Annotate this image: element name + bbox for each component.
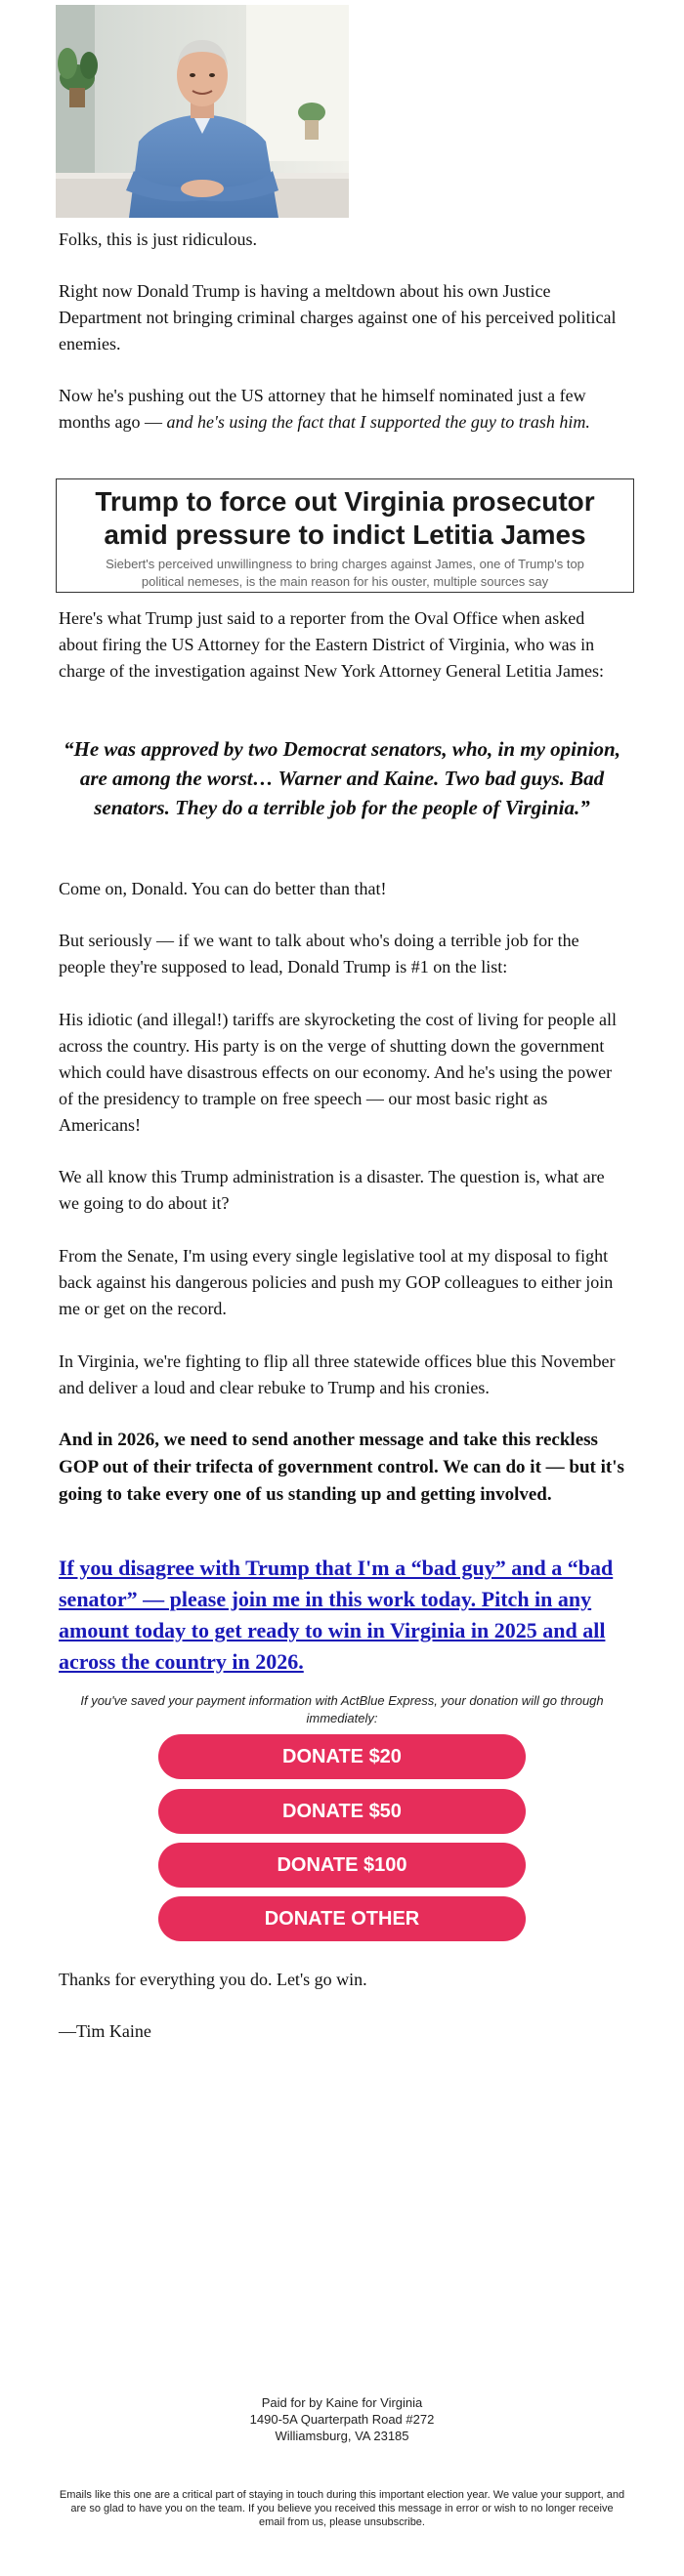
paragraph-terrible-job: But seriously — if we want to talk about who's doing a terrible job for the people they're supposed to lead, Donald Trump is #1 on the list: [59,931,579,976]
paragraph-pushing-out-italic: and he's using the fact that I supported the guy to trash him. [166,412,590,432]
paragraph-come-on: Come on, Donald. You can do better than that! [59,879,387,898]
paragraph-disaster: We all know this Trump administration is a disaster. The question is, what are we going to do about it? [59,1167,605,1213]
footer-disclaimer: Emails like this one are a critical part of staying in touch during this important election year. We value your support, and are so glad to have you on the team. If you believe you received this message in error or wish to no longer receive email from us, please unsubscribe. [59,2489,625,2528]
header-photo [56,5,349,218]
paragraph-2026: And in 2026, we need to send another message and take this reckless GOP out of their trifecta of government control. We can do it — but it's going to take every one of us standing up and getting involved. [59,1430,624,1505]
donate-50-button[interactable]: DONATE $50 [158,1789,526,1834]
news-headline-image [56,478,634,593]
paragraph-senate: From the Senate, I'm using every single legislative tool at my disposal to fight back against his dangerous policies and push my GOP colleagues to either join me or get on the record. [59,1246,614,1318]
footer-paid-for [59,2394,625,2444]
trump-quote: “He was approved by two Democrat senators, who, in my opinion, are among the worst… Warner and Kaine. Two bad guys. Bad senators. They do a terrible job for the people of Virginia.” [64,737,620,819]
paragraph-virginia: In Virginia, we're fighting to flip all three statewide offices blue this November and deliver a loud and clear rebuke to Trump and his cronies. [59,1351,616,1397]
news-headline-title: Trump to force out Virginia prosecutor amid pressure to indict Letitia James [95,486,595,550]
greeting: Folks, this is just ridiculous. [59,229,258,249]
footer-paid-for-line: Paid for by Kaine for Virginia [261,2395,423,2410]
donate-other-button[interactable]: DONATE OTHER [158,1896,526,1941]
footer-address-line2: Williamsburg, VA 23185 [275,2429,409,2443]
donate-link-text[interactable]: If you disagree with Trump that I'm a “bad guy” and a “bad senator” — please join me in this work today. Pitch in any amount today to get ready to win in Virginia in 2025 and all across the country in 2026. [59,1556,614,1674]
donate-20-button[interactable]: DONATE $20 [158,1734,526,1779]
actblue-express-note: If you've saved your payment information with ActBlue Express, your donation will go through immediately: [80,1693,604,1725]
news-headline-subtitle: Siebert's perceived unwillingness to bring charges against James, one of Trump's top political nemeses, is the main reason for his ouster, multiple sources say [106,557,584,589]
signature: —Tim Kaine [59,2021,151,2041]
paragraph-intro: Right now Donald Trump is having a meltdown about his own Justice Department not bringing criminal charges against one of his perceived political enemies. [59,281,617,353]
paragraph-tariffs: His idiotic (and illegal!) tariffs are skyrocketing the cost of living for people all across the country. His party is on the verge of shutting down the government which could have disastrous effects on our economy. And he's using the power of the presidency to trample on free speech — our most basic right as Americans! [59,1010,617,1135]
paragraph-pushing-out [59,383,625,436]
donate-100-button[interactable]: DONATE $100 [158,1843,526,1888]
paragraph-pushing-out-lead: Now he's pushing out the US attorney that he himself nominated just a few months ago — [59,386,586,432]
footer-address-line1: 1490-5A Quarterpath Road #272 [249,2412,435,2427]
paragraph-context: Here's what Trump just said to a reporter from the Oval Office when asked about firing the US Attorney for the Eastern District of Virginia, who was in charge of the investigation against New York Attorney General Letitia James: [59,608,605,681]
closing-line: Thanks for everything you do. Let's go win. [59,1970,367,1989]
